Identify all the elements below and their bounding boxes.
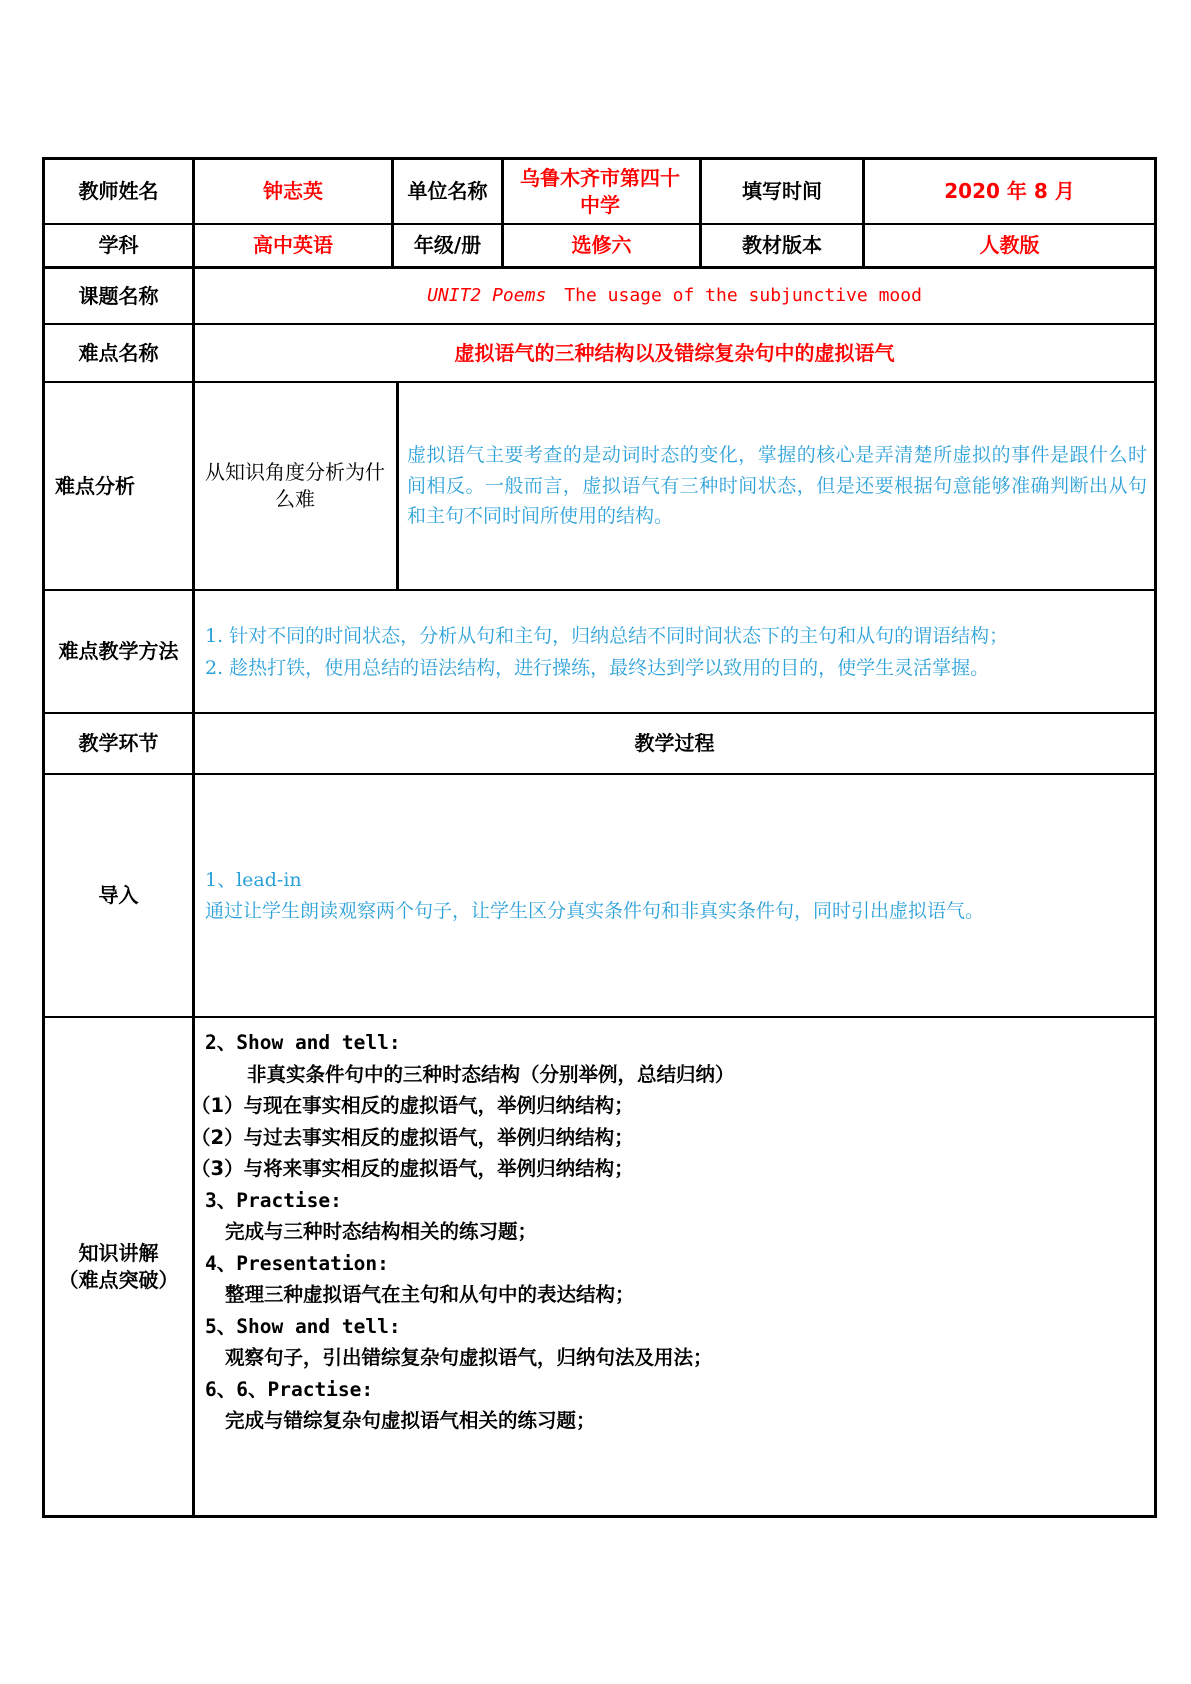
knowledge-label (45, 1018, 192, 1515)
knowledge-line: 观察句子，引出错综复杂句虚拟语气，归纳句法及用法； (225, 1346, 713, 1369)
knowledge-line: 完成与三种时态结构相关的练习题； (225, 1220, 538, 1243)
analysis-text: 虚拟语气主要考查的是动词时态的变化，掌握的核心是弄清楚所虚拟的事件是跟什么时间相反。一般而言，虚拟语气有三种时间状态，但是还要根据句意能够准确判断出从句和主句不同时间所使用的结构。 (407, 444, 1147, 528)
knowledge-line: 完成与错综复杂句虚拟语气相关的练习题； (225, 1409, 596, 1432)
topic-value-italic: UNIT2 Poems (427, 284, 547, 306)
knowledge-line: 4、Presentation: (205, 1251, 389, 1275)
table-rule (42, 1016, 1157, 1018)
intro-line: 1、lead-in (205, 868, 302, 891)
intro-content (205, 775, 1150, 1016)
intro-label: 导入 (98, 883, 139, 907)
unit-name: 乌鲁木齐市第四十中学 (520, 165, 680, 217)
knowledge-label-line: 知识讲解 (78, 1240, 159, 1265)
time-label: 填写时间 (742, 179, 822, 203)
table-col-line (396, 382, 399, 590)
edition-value: 人教版 (979, 233, 1040, 257)
analysis-sub-label: 从知识角度分析为什么难 (205, 460, 385, 511)
method-list (205, 591, 1150, 712)
grade-label: 年级/册 (413, 233, 482, 257)
table-border-right (1154, 157, 1157, 1518)
teacher-label: 教师姓名 (78, 179, 159, 203)
topic-value-rest: The usage of the subjunctive mood (564, 284, 922, 306)
method-label: 难点教学方法 (58, 639, 179, 663)
unit-label: 单位名称 (407, 179, 488, 203)
method-item: 2. 趁热打铁，使用总结的语法结构，进行操练，最终达到学以致用的目的，使学生灵活掌握。 (205, 656, 990, 679)
subject-value: 高中英语 (253, 233, 333, 257)
knowledge-line: 6、6、Practise: (205, 1377, 374, 1401)
intro-line: 通过让学生朗读观察两个句子，让学生区分真实条件句和非真实条件句，同时引出虚拟语气。 (205, 899, 985, 922)
difficulty-label: 难点名称 (78, 340, 159, 365)
topic-label: 课题名称 (78, 283, 159, 308)
subject-label: 学科 (98, 233, 139, 257)
time-value: 2020 年 8 月 (944, 179, 1075, 203)
difficulty-value: 虚拟语气的三种结构以及错综复杂句中的虚拟语气 (454, 340, 895, 365)
knowledge-line: 非真实条件句中的三种时态结构（分别举例，总结归纳） (247, 1062, 735, 1086)
knowledge-line: （3）与将来事实相反的虚拟语气，举例归纳结构； (191, 1157, 634, 1180)
knowledge-line: （1）与现在事实相反的虚拟语气，举例归纳结构； (191, 1094, 634, 1117)
knowledge-content (191, 1027, 1105, 1437)
method-item: 1. 针对不同的时间状态，分析从句和主句，归纳总结不同时间状态下的主句和从句的谓语结构； (205, 624, 1009, 647)
knowledge-line: 3、Practise: (205, 1188, 342, 1212)
knowledge-line: 5、Show and tell: (205, 1314, 401, 1338)
knowledge-line: （2）与过去事实相反的虚拟语气，举例归纳结构； (191, 1125, 634, 1149)
knowledge-line: 整理三种虚拟语气在主句和从句中的表达结构； (225, 1283, 635, 1306)
table-border-bottom (42, 1515, 1157, 1518)
analysis-label: 难点分析 (55, 473, 135, 498)
topic-value (195, 269, 1154, 323)
edition-label: 教材版本 (742, 233, 822, 257)
teacher-name: 钟志英 (263, 179, 323, 203)
grade-value: 选修六 (571, 233, 632, 257)
knowledge-label-line: （难点突破） (58, 1267, 179, 1292)
stage-label: 教学环节 (78, 731, 159, 755)
process-header: 教学过程 (634, 731, 715, 755)
knowledge-line: 2、Show and tell: (205, 1031, 401, 1054)
